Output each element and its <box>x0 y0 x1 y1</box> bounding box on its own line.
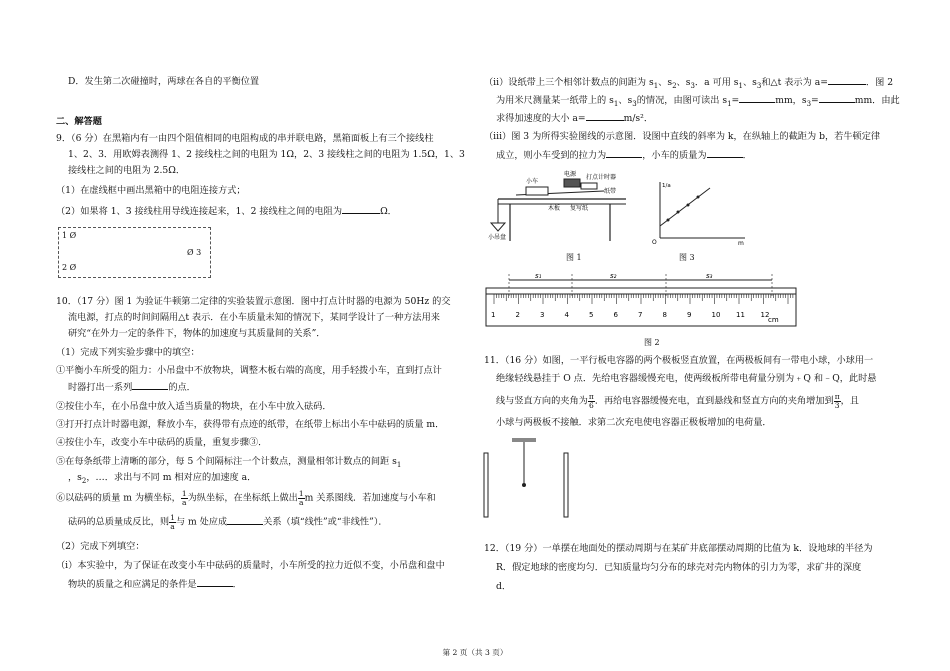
q10-sub1: （1）完成下列实验步骤中的填空： <box>56 347 200 358</box>
black-box-frame <box>58 227 211 278</box>
q10-i-b: 物块的质量之和应满足的条件是 ． <box>68 579 242 590</box>
label-car: 小车 <box>526 178 539 185</box>
ruler-number: 3 <box>540 311 545 319</box>
answer-blank[interactable] <box>828 76 866 85</box>
figure-3-graph <box>650 178 750 248</box>
fraction-1-over-a: $\frac{1}{a}$ <box>181 489 187 507</box>
ruler-number: 6 <box>613 311 618 319</box>
x-axis-label: m <box>738 240 744 247</box>
label-power: 电源 <box>564 171 577 178</box>
ruler-number: 1 <box>491 311 496 319</box>
fraction-pi-over-6: $\frac{\pi}{6}$ <box>588 392 594 410</box>
answer-blank[interactable] <box>132 381 168 390</box>
ceiling <box>512 438 536 442</box>
option-d: D．发生第二次碰撞时，两球在各自的平衡位置 <box>68 76 260 87</box>
figure-2-caption: 图 2 <box>644 338 660 347</box>
data-point <box>677 211 680 214</box>
q10-line3: 研究“在外力一定的条件下，物体的加速度与其质量间的关系”． <box>68 328 326 339</box>
answer-blank[interactable] <box>707 149 743 158</box>
left-plate <box>484 453 488 517</box>
answer-blank[interactable] <box>586 112 624 121</box>
ruler-number: 7 <box>638 311 643 319</box>
q10-ii-line3: 求得加速度的大小 a= m/s²． <box>496 113 654 124</box>
answer-blank[interactable] <box>227 516 263 525</box>
q10-step6d: 砝码的总质量成反比，则 $\frac{1}{a}$ 与 m 处应成 关系（填“线性”或“非线性”）． <box>68 513 388 531</box>
q10-iii-line2: 成立，则小车受到的拉力为 ，小车的质量为 ． <box>496 150 752 161</box>
label-tape: 纸带 <box>604 188 617 195</box>
ruler-number: 9 <box>687 311 692 319</box>
answer-blank[interactable] <box>197 578 233 587</box>
q10-step1b: 时器打出一系列 的点． <box>68 382 196 393</box>
unit-label: cm <box>768 316 779 324</box>
q9-line3: 接线柱之间的电阻为 2.5Ω． <box>68 165 186 176</box>
q10-step5b: ，$s_2$，…．求出与不同 m 相对应的加速度 a． <box>68 472 257 485</box>
q10-iii-line1: （iii）图 3 为所得实验图线的示意图．设图中直线的斜率为 k，在纵轴上的截距为 b，若牛顿定律 <box>484 131 881 142</box>
origin-label: O <box>652 239 657 246</box>
q11-line2: 绝缘轻线悬挂于 O 点．先给电容器缓慢充电，使两级板所带电荷量分别为﹢Q 和﹣Q，此时悬 <box>496 373 877 384</box>
ruler-number: 5 <box>589 311 594 319</box>
fraction-pi-over-3: $\frac{\pi}{3}$ <box>834 392 840 410</box>
q11-line1: 11．（16 分）如图，一平行板电容器的两个极板竖直放置，在两极板间有一带电小球，小球用一 <box>484 355 874 366</box>
page-footer: 第 2 页（共 3 页） <box>442 648 508 657</box>
cart <box>526 187 548 195</box>
q10-step6a: ⑥以砝码的质量 m 为横坐标， $\frac{1}{a}$ 为纵坐标，在坐标纸上做出 $\frac{1}{a}$ m 关系图线．若加速度与小车和 <box>56 489 436 507</box>
q10-line2: 流电源，打点的时间间隔用△t 表示．在小车质量未知的情况下，某同学设计了一种方法用来 <box>68 312 440 323</box>
answer-blank[interactable] <box>342 205 380 214</box>
label-board: 木板 <box>548 205 561 212</box>
q10-line1: 10．（17 分）图 1 为验证牛顿第二定律的实验装置示意图．图中打点计时器的电源为 50Hz 的交 <box>56 296 451 307</box>
answer-blank[interactable] <box>739 94 775 103</box>
q12-line2: R．假定地球的密度均匀．已知质量均匀分布的球壳对壳内物体的引力为零，求矿井的深度 <box>496 562 862 573</box>
q9-sub2: （2）如果将 1、3 接线柱用导线连接起来，1、2 接线柱之间的电阻为 Ω． <box>56 206 397 217</box>
ruler-number: 11 <box>736 311 745 319</box>
q9-line2: 1、2、3．用欧姆表测得 1、2 接线柱之间的电阻为 1Ω，2、3 接线柱之间的电阻为 1.5Ω，1、3 <box>68 149 465 160</box>
q10-sub2: （2）完成下列填空： <box>56 541 145 552</box>
figure-1-apparatus <box>486 165 636 245</box>
q10-ii-line1: （ii）设纸带上三个相邻计数点的间距为 $s_1$、$s_2$、$s_3$．a 可用 $s_1$、$s_3$和△t 表示为 a= ．图 2 <box>484 77 894 90</box>
data-point <box>667 219 670 222</box>
power-box <box>564 179 580 187</box>
terminal-3: Ø 3 <box>187 248 202 257</box>
data-point <box>697 196 700 199</box>
label-pan: 小吊盘 <box>488 234 507 241</box>
q12-line3: d． <box>496 581 512 592</box>
answer-blank[interactable] <box>606 149 642 158</box>
pan <box>491 223 505 231</box>
q10-step1a: ①平衡小车所受的阻力：小吊盘中不放物块，调整木板右端的高度，用手轻拨小车，直到打点计 <box>56 365 442 376</box>
capacitor-figure <box>480 435 580 523</box>
q10-i-a: （i）本实验中，为了保证在改变小车中砝码的质量时，小车所受的拉力近似不变，小吊盘和盘中 <box>56 560 445 571</box>
y-axis-label: 1/a <box>662 183 671 189</box>
fraction-1-over-a: $\frac{1}{a}$ <box>298 489 304 507</box>
ruler-number: 10 <box>711 311 721 319</box>
s2-label: s₂ <box>610 272 617 280</box>
q10-step4: ④按住小车，改变小车中砝码的质量，重复步骤③． <box>56 437 268 448</box>
ruler-number: 12 <box>760 311 770 319</box>
s1-label: s₁ <box>535 272 542 280</box>
figure-3-caption: 图 3 <box>679 253 695 262</box>
right-plate <box>564 453 568 517</box>
terminal-1: 1 Ø <box>62 231 77 240</box>
terminal-2: 2 Ø <box>62 263 77 272</box>
charged-ball <box>522 483 526 487</box>
q10-ii-line2: 为用米尺测量某一纸带上的 $s_1$、$s_3$的情况，由图可读出 $s_1=$ mm，$s_3=$ mm．由此 <box>496 95 900 108</box>
s3-label: s₃ <box>706 272 713 280</box>
figure-2-ruler <box>484 268 804 334</box>
q10-step2: ②按住小车，在小吊盘中放入适当质量的物块，在小车中放入砝码． <box>56 401 332 412</box>
timer <box>581 183 597 189</box>
q11-line4: 小球与两极板不接触．求第二次充电使电容器正极板增加的电荷量． <box>496 417 772 428</box>
fraction-1-over-a: $\frac{1}{a}$ <box>170 513 175 531</box>
label-string: 复写纸 <box>570 205 589 212</box>
q12-line1: 12．（19 分）一单摆在地面处的摆动周期与在某矿井底部摆动周期的比值为 k．设地球的半径为 <box>484 543 873 554</box>
ruler-number: 4 <box>564 311 569 319</box>
data-point <box>687 204 690 207</box>
figure-1-caption: 图 1 <box>566 253 582 262</box>
q11-line3: 线与竖直方向的夹角为 $\frac{\pi}{6}$ ．再给电容器缓慢充电，直到悬线和竖直方向的夹角增加到 $\frac{\pi}{3}$ ，且 <box>496 392 859 410</box>
answer-blank[interactable] <box>819 94 855 103</box>
section-title: 二、解答题 <box>56 116 102 127</box>
q9-line1: 9．（6 分）在黑箱内有一由四个阻值相同的电阻构成的串并联电路，黑箱面板上有三个接线柱 <box>56 133 434 144</box>
q9-sub1: （1）在虚线框中画出黑箱中的电阻连接方式； <box>56 185 246 196</box>
q10-step5a: ⑤在每条纸带上清晰的部分，每 5 个间隔标注一个计数点，测量相邻计数点的间距 $s_1$ <box>56 456 402 469</box>
label-timer: 打点计时器 <box>586 174 617 181</box>
ruler-number: 8 <box>662 311 667 319</box>
q10-step3: ③打开打点计时器电源，释放小车，获得带有点迹的纸带，在纸带上标出小车中砝码的质量 m． <box>56 419 445 430</box>
ruler-number: 2 <box>515 311 520 319</box>
